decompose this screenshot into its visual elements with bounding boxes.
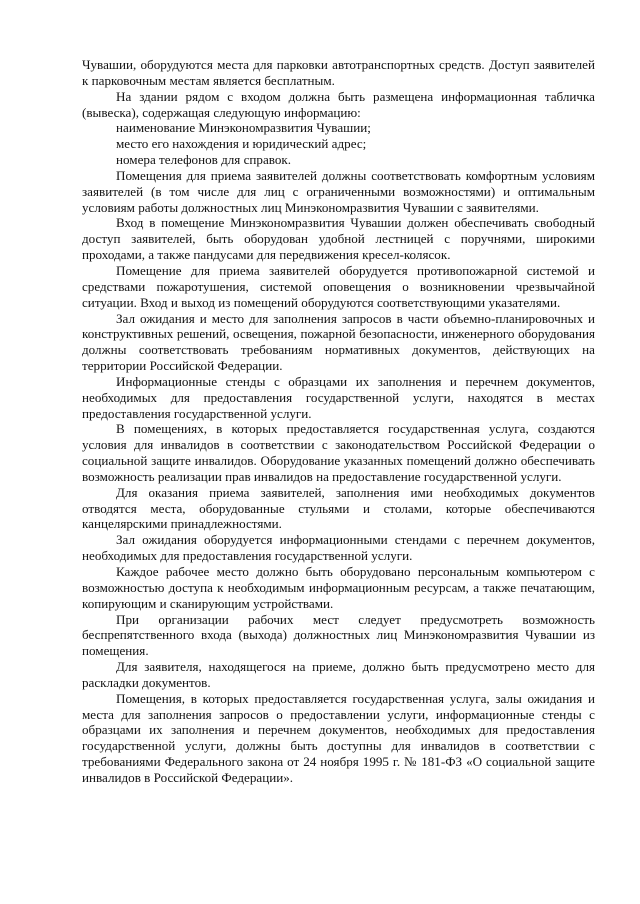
paragraph-information-stands: Информационные стенды с образцами их заполнения и перечнем документов, необходимых для предоставления государственной услуги, находятся в местах предоставления государственной услуги. — [82, 373, 595, 421]
paragraph-reception-places: Для оказания приема заявителей, заполнения ими необходимых документов отводятся места, оборудованные стульями и столами, которые обеспечиваются канцелярскими принадлежностями. — [82, 484, 595, 532]
list-item-ministry-name: наименование Минэкономразвития Чувашии; — [116, 120, 371, 136]
list-item-phone-numbers: номера телефонов для справок. — [116, 152, 292, 168]
paragraph-document-layout-place: Для заявителя, находящегося на приеме, должно быть предусмотрено место для раскладки документов. — [82, 659, 595, 690]
paragraph-workplace-equipment: Каждое рабочее место должно быть оборудовано персональным компьютером с возможностью доступа к необходимым информационным ресурсам, а также печатающим, копирующим и сканирующим устройствами. — [82, 564, 595, 611]
paragraph-free-exit: При организации рабочих мест следует предусмотреть возможность беспрепятственного входа (выхода) должностных лиц Минэкономразвития Чувашии из помещения. — [82, 611, 595, 659]
paragraph-parking-continuation: Чувашии, оборудуются места для парковки автотранспортных средств. Доступ заявителей к парковочным местам является бесплатным. — [82, 57, 595, 88]
list-item-location-address: место его нахождения и юридический адрес; — [116, 136, 367, 152]
document-page — [82, 57, 595, 786]
paragraph-waiting-hall-stands: Зал ожидания оборудуется информационными стендами с перечнем документов, необходимых для предоставления государственной услуги. — [82, 532, 595, 564]
paragraph-accessibility-law: Помещения, в которых предоставляется государственная услуга, залы ожидания и места для заполнения запросов о предоставлении услуги, информационные стенды с образцами их заполнения и перечнем документов, необходимых для предоставления государственной услуги, должны быть доступны для инвалидов в соответствии с требованиями Федерального закона от 24 ноября 1995 г. № 181-ФЗ «О социальной защите инвалидов в Российской Федерации». — [82, 690, 595, 785]
paragraph-entrance-access: Вход в помещение Минэкономразвития Чувашии должен обеспечивать свободный доступ заявителей, быть оборудован удобной лестницей с поручнями, широкими проходами, а также пандусами для передвижения кресел-колясок. — [82, 215, 595, 263]
paragraph-fire-safety: Помещение для приема заявителей оборудуется противопожарной системой и средствами пожаротушения, системой оповещения о возникновении чрезвычайной ситуации. Вход и выход из помещений оборудуются соответствующими указателями. — [82, 262, 595, 310]
paragraph-info-sign: На здании рядом с входом должна быть размещена информационная табличка (вывеска), содержащая следующую информацию: — [82, 88, 595, 120]
paragraph-waiting-hall-requirements: Зал ожидания и место для заполнения запросов в части объемно-планировочных и конструктивных решений, освещения, пожарной безопасности, инженерного оборудования должны соответствовать требованиям нормативных документов, действующих на территории Российской Федерации. — [82, 310, 595, 374]
paragraph-disability-conditions: В помещениях, в которых предоставляется государственная услуга, создаются условия для инвалидов в соответствии с законодательством Российской Федерации о социальной защите инвалидов. Оборудование указанных помещений должно обеспечивать возможность реализации прав инвалидов на предоставление государственной услуги. — [82, 421, 595, 484]
paragraph-comfort-conditions: Помещения для приема заявителей должны соответствовать комфортным условиям заявителей (в том числе для лиц с ограниченными возможностями) и оптимальным условиям работы должностных лиц Минэкономразвития Чувашии с заявителями. — [82, 167, 595, 215]
